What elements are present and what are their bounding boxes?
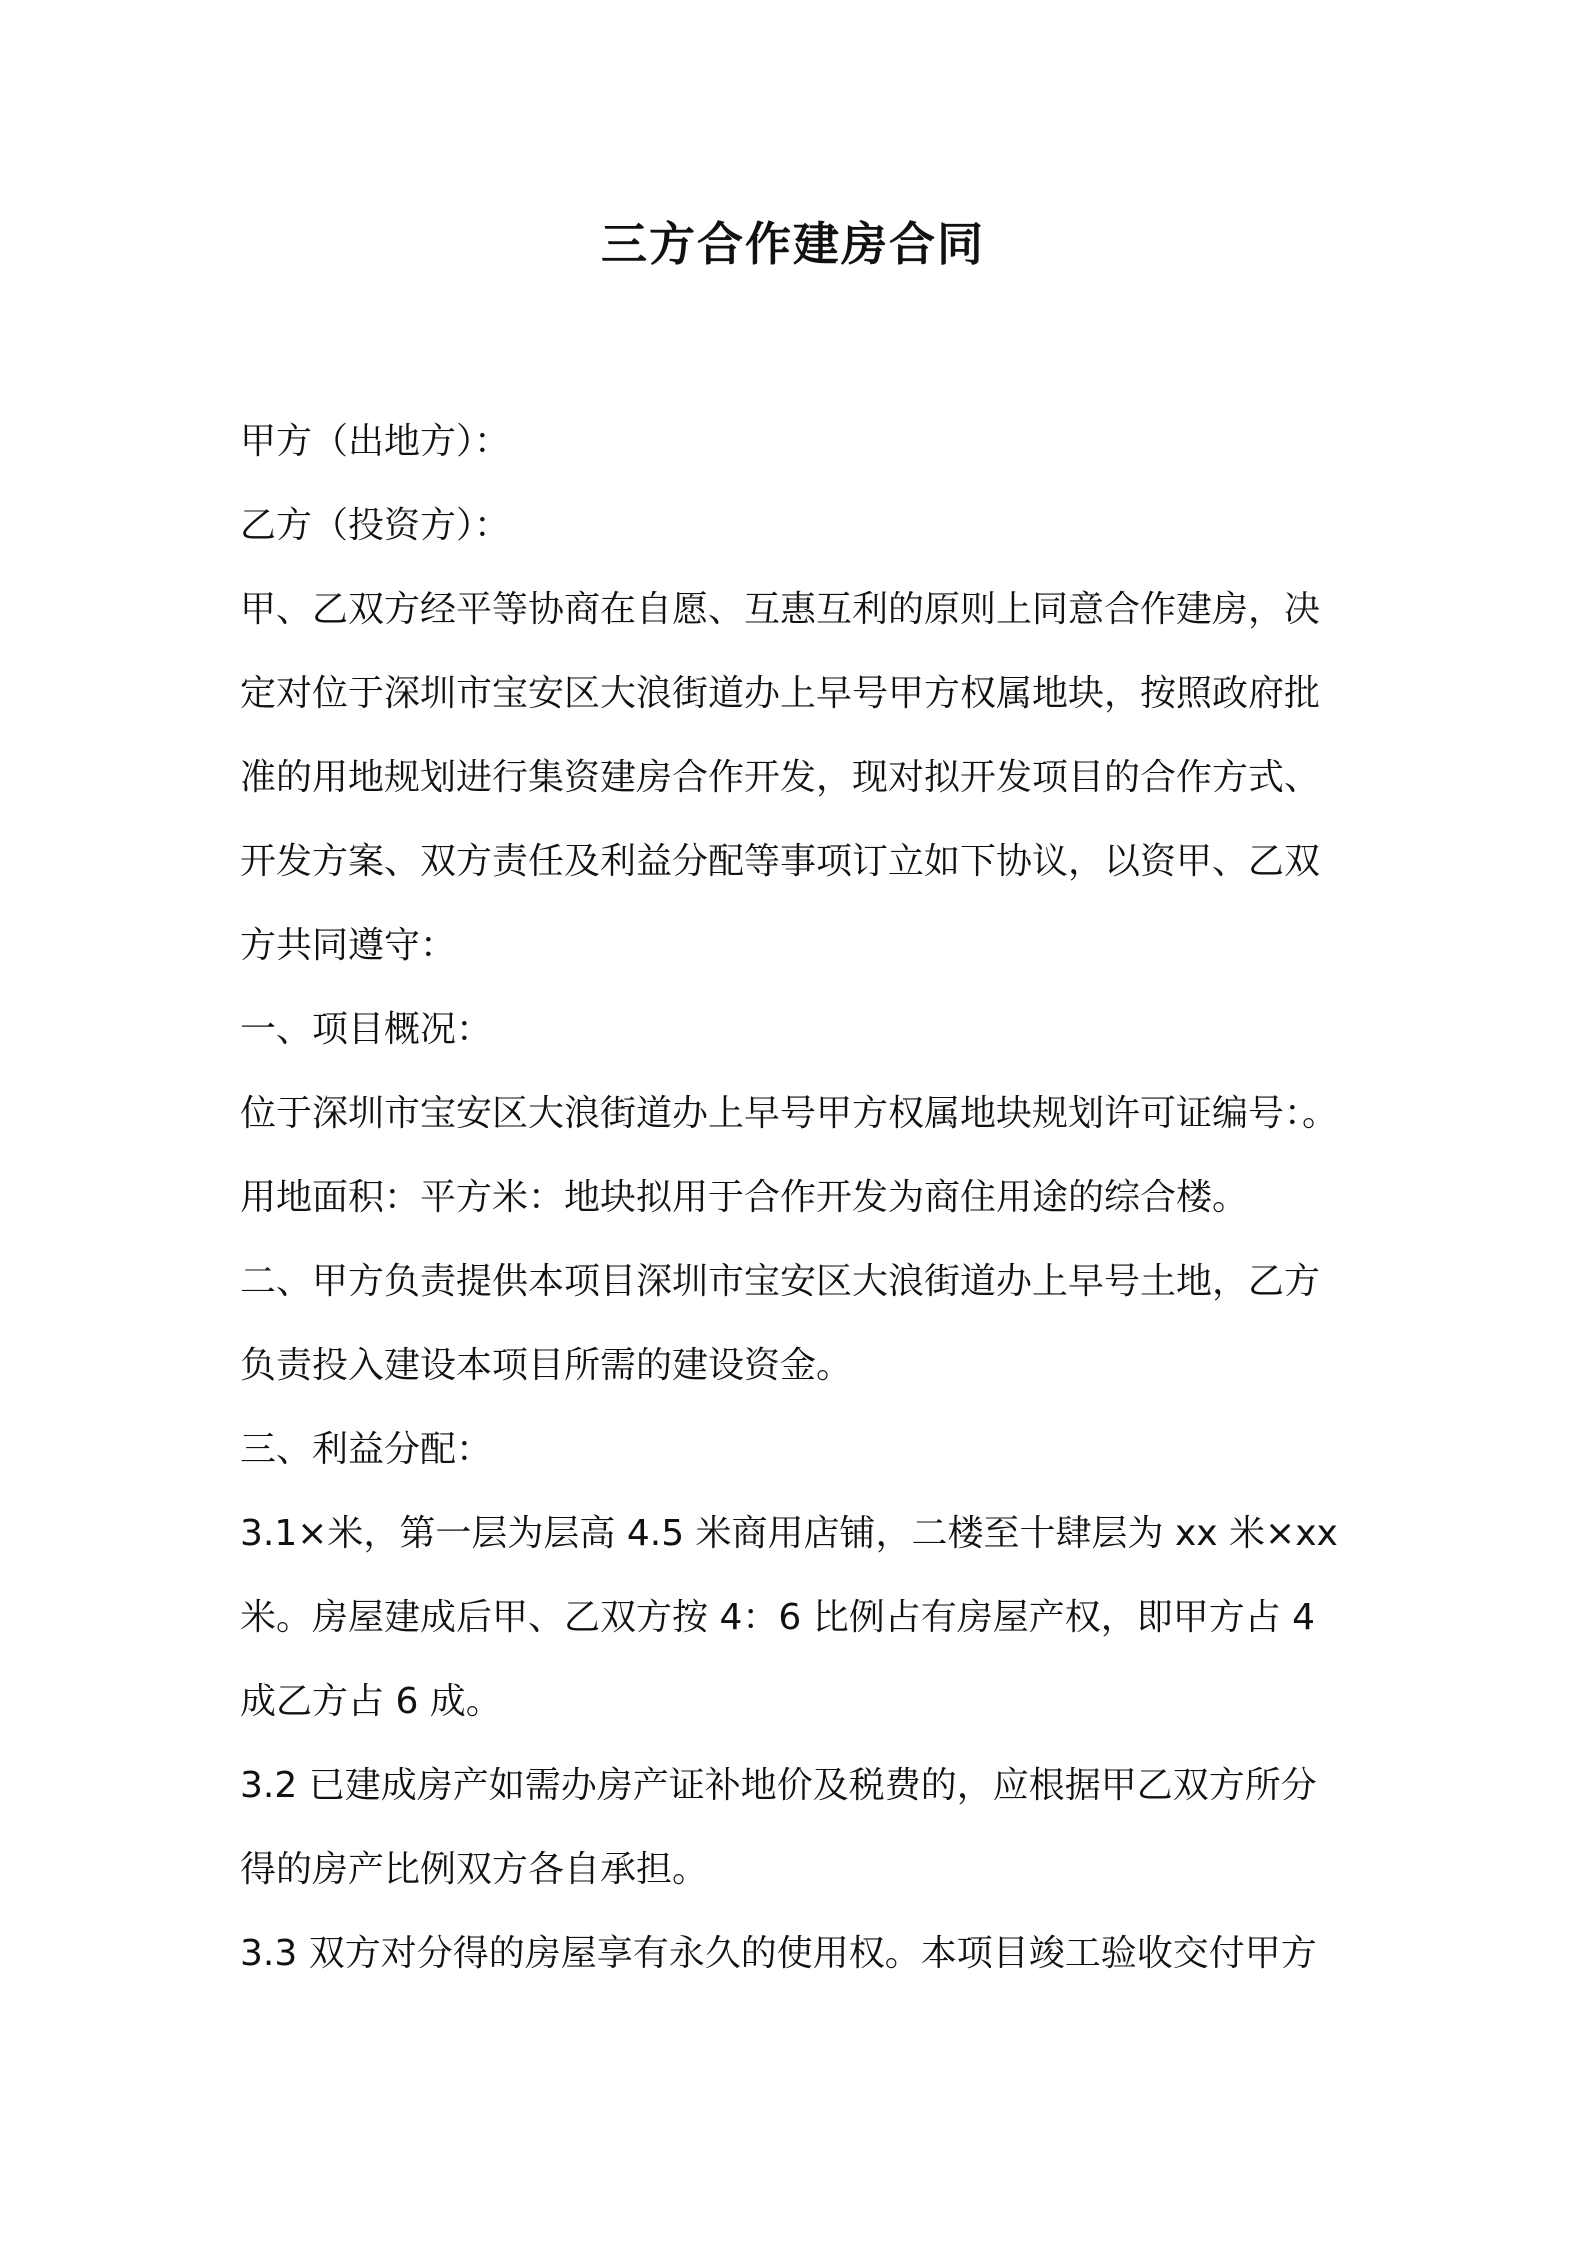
party-b-line: 乙方（投资方）： — [240, 505, 511, 546]
section-1-heading: 一、项目概况： — [240, 1009, 493, 1050]
section-2-line-1: 二、甲方负责提供本项目深圳市宝安区大浪街道办上早号土地，乙方 — [240, 1261, 1321, 1302]
preamble-line-4: 开发方案、双方责任及利益分配等事项订立如下协议，以资甲、乙双 — [240, 841, 1321, 882]
preamble-line-2: 定对位于深圳市宝安区大浪街道办上早号甲方权属地块，按照政府批 — [240, 673, 1321, 714]
clause-3-1-line-2: 米。房屋建成后甲、乙双方按 4：6 比例占有房屋产权，即甲方占 4 — [240, 1597, 1316, 1638]
section-1-line-2: 用地面积：平方米：地块拟用于合作开发为商住用途的综合楼。 — [240, 1177, 1249, 1218]
clause-3-2-line-1: 3.2 已建成房产如需办房产证补地价及税费的，应根据甲乙双方所分 — [240, 1765, 1317, 1806]
preamble-line-3: 准的用地规划进行集资建房合作开发，现对拟开发项目的合作方式、 — [240, 757, 1321, 798]
clause-3-2-line-2: 得的房产比例双方各自承担。 — [240, 1849, 709, 1890]
contract-title: 三方合作建房合同 — [601, 217, 985, 271]
section-1-line-1: 位于深圳市宝安区大浪街道办上早号甲方权属地块规划许可证编号：。 — [240, 1093, 1339, 1134]
section-3-heading: 三、利益分配： — [240, 1429, 493, 1470]
section-2-line-2: 负责投入建设本项目所需的建设资金。 — [240, 1345, 853, 1386]
contract-body — [240, 400, 1360, 1996]
preamble-line-1: 甲、乙双方经平等协商在自愿、互惠互利的原则上同意合作建房，决 — [240, 589, 1321, 630]
party-a-line: 甲方（出地方）： — [240, 421, 511, 462]
clause-3-3-line-1: 3.3 双方对分得的房屋享有永久的使用权。本项目竣工验收交付甲方 — [240, 1933, 1317, 1974]
preamble-line-5: 方共同遵守： — [240, 925, 457, 966]
clause-3-1-line-1: 3.1×米，第一层为层高 4.5 米商用店铺，二楼至十肆层为 xx 米×xx — [240, 1513, 1338, 1554]
clause-3-1-line-3: 成乙方占 6 成。 — [240, 1681, 502, 1722]
